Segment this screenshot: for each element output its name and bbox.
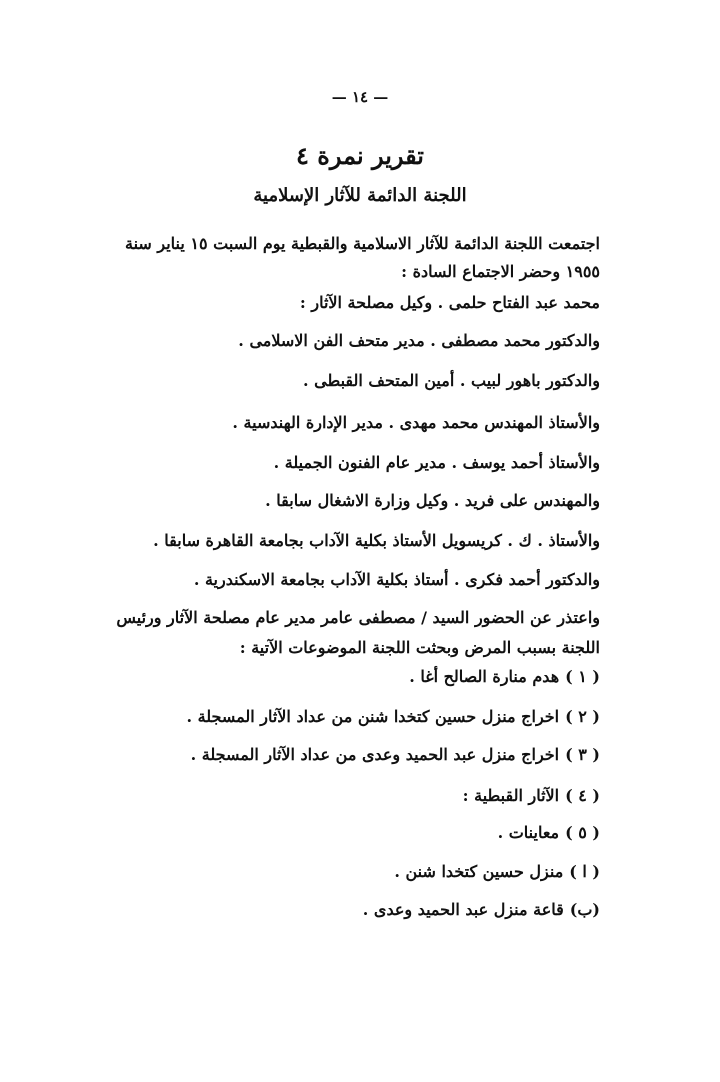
topic-text: اخراج منزل حسين كتخدا شنن من عداد الآثار المسجلة .	[186, 707, 560, 726]
topic-item	[409, 666, 600, 688]
topic-item	[191, 744, 600, 766]
topic-number: ( ا )	[569, 862, 600, 881]
apology-paragraph: واعتذر عن الحضور السيد / مصطفى عامر مدير عام مصلحة الآثار ورئيس اللجنة بسبب المرض وبحثت اللجنة الموضوعات الآتية :	[116, 608, 600, 657]
topic-number: ( ٥ )	[565, 823, 600, 842]
attendee-line: والدكتور أحمد فكرى . أستاذ بكلية الآداب بجامعة الاسكندرية .	[193, 570, 600, 589]
report-title: تقرير نمرة ٤	[296, 141, 424, 170]
topic-item	[498, 822, 600, 844]
attendee-line: والأستاذ . ك . كريسويل الأستاذ بكلية الآداب بجامعة القاهرة سابقا .	[153, 531, 600, 550]
topic-number: (ب)	[569, 900, 600, 919]
attendee-line: والدكتور باهور لبيب . أمين المتحف القبطى .	[302, 371, 600, 390]
topic-text: هدم منارة الصالح أغا .	[409, 667, 560, 686]
topic-text: قاعة منزل عبد الحميد وعدى .	[362, 900, 564, 919]
topic-item	[186, 706, 600, 728]
attendee-line: والأستاذ المهندس محمد مهدى . مدير الإدارة الهندسية .	[232, 413, 600, 432]
topic-item	[363, 899, 600, 921]
topic-item	[463, 785, 600, 807]
topic-text: معاينات .	[497, 823, 560, 842]
topic-number: ( ٤ )	[565, 786, 600, 805]
attendee-line: والدكتور محمد مصطفى . مدير متحف الفن الاسلامى .	[238, 331, 600, 350]
topic-text: منزل حسين كتخدا شنن .	[394, 862, 564, 881]
topic-text: اخراج منزل عبد الحميد وعدى من عداد الآثار المسجلة .	[190, 745, 560, 764]
topic-number: ( ١ )	[565, 667, 600, 686]
topic-item	[394, 861, 600, 883]
topic-text: الآثار القبطية :	[462, 786, 560, 805]
topic-number: ( ٣ )	[565, 745, 600, 764]
topic-number: ( ٢ )	[565, 707, 600, 726]
intro-paragraph: اجتمعت اللجنة الدائمة للآثار الاسلامية والقبطية يوم السبت ١٥ يناير سنة ١٩٥٥ وحضر الاجتماع السادة :	[124, 234, 600, 281]
committee-subtitle: اللجنة الدائمة للآثار الإسلامية	[253, 185, 467, 206]
attendee-line: والمهندس على فريد . وكيل وزارة الاشغال سابقا .	[265, 491, 600, 510]
attendee-line: والأستاذ أحمد يوسف . مدير عام الفنون الجميلة .	[273, 453, 600, 472]
attendee-line: محمد عبد الفتاح حلمى . وكيل مصلحة الآثار :	[299, 293, 600, 312]
page-number: — ١٤ —	[331, 88, 389, 106]
